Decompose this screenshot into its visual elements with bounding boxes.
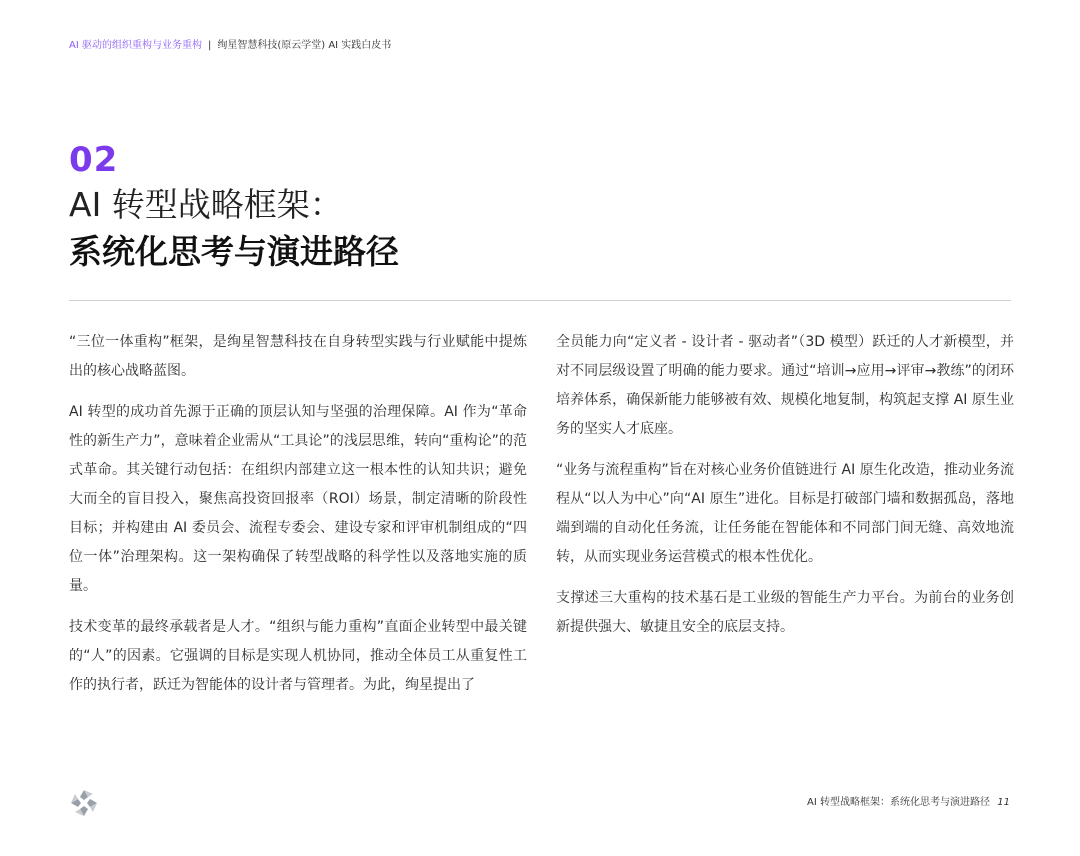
paragraph: “业务与流程重构”旨在对核心业务价值链进行 AI 原生化改造，推动业务流程从“以人为中心”向“AI 原生”进化。目标是打破部门墙和数据孤岛，落地端到端的自动化任务流，让任务能在智能体和不同部门间无缝、高效地流转，从而实现业务运营模式的根本性优化。 xyxy=(556,462,1014,565)
paragraph: 支撑述三大重构的技术基石是工业级的智能生产力平台。为前台的业务创新提供强大、敏捷且安全的底层支持。 xyxy=(556,590,1014,635)
section-title-line2: 系统化思考与演进路径 xyxy=(69,232,399,271)
footer-running-title: AI 转型战略框架：系统化思考与演进路径 xyxy=(807,797,990,808)
page-number: 11 xyxy=(997,797,1010,808)
section-title-line1: AI 转型战略框架： xyxy=(69,185,343,224)
header-right-text: 绚星智慧科技(原云学堂) AI 实践白皮书 xyxy=(217,40,392,51)
brand-logo-icon xyxy=(69,788,99,818)
paragraph: “三位一体重构”框架，是绚星智慧科技在自身转型实践与行业赋能中提炼出的核心战略蓝图。 xyxy=(69,334,527,379)
header-separator: | xyxy=(207,40,212,51)
paragraph: 技术变革的最终承载者是人才。“组织与能力重构”直面企业转型中最关键的“人”的因素。它强调的目标是实现人机协同，推动全体员工从重复性工作的执行者，跃迁为智能体的设计者与管理者。为此，绚星提出了 xyxy=(69,619,527,693)
header-left-text: AI 驱动的组织重构与业务重构 xyxy=(69,40,202,51)
body-column-left xyxy=(69,328,527,712)
body-column-right xyxy=(556,328,1014,654)
paragraph: 全员能力向“定义者 - 设计者 - 驱动者”（3D 模型）跃迁的人才新模型，并对不同层级设置了明确的能力要求。通过“培训→应用→评审→教练”的闭环培养体系，确保新能力能够被有效、规模化地复制，构筑起支撑 AI 原生业务的坚实人才底座。 xyxy=(556,334,1014,437)
section-number: 02 xyxy=(69,140,119,180)
running-header xyxy=(69,40,391,52)
paragraph: AI 转型的成功首先源于正确的顶层认知与坚强的治理保障。AI 作为“革命性的新生产力”，意味着企业需从“工具论”的浅层思维，转向“重构论”的范式革命。其关键行动包括：在组织内部建立这一根本性的认知共识；避免大而全的盲目投入，聚焦高投资回报率（ROI）场景，制定清晰的阶段性目标；并构建由 AI 委员会、流程专委会、建设专家和评审机制组成的“四位一体”治理架构。这一架构确保了转型战略的科学性以及落地实施的质量。 xyxy=(69,404,527,594)
title-divider xyxy=(69,300,1011,301)
